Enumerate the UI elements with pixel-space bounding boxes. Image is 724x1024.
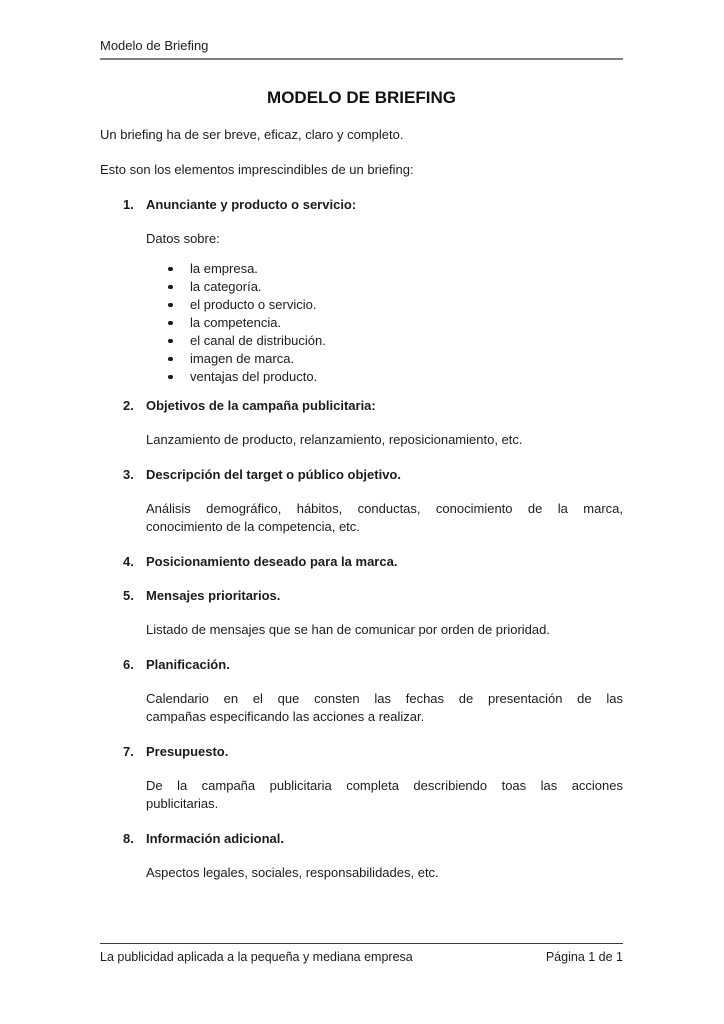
item-heading: Descripción del target o público objetivo. <box>146 467 401 482</box>
item-body-line: Análisis demográfico, hábitos, conductas, conocimiento de la marca, <box>146 501 623 516</box>
item-number: 6. <box>123 657 134 672</box>
document-body <box>100 88 623 899</box>
bullet-item: la empresa. <box>190 260 623 278</box>
item-heading: Objetivos de la campaña publicitaria: <box>146 398 376 413</box>
numbered-item-3 <box>100 466 623 536</box>
item-body-line: campañas especificando las acciones a realizar. <box>146 709 425 724</box>
item-body-line: publicitarias. <box>146 796 219 811</box>
item-heading: Mensajes prioritarios. <box>146 588 281 603</box>
item-number: 1. <box>123 197 134 212</box>
bullet-list <box>146 260 623 386</box>
numbered-item-4 <box>100 553 623 571</box>
page-footer <box>100 943 623 965</box>
item-heading: Presupuesto. <box>146 744 229 759</box>
numbered-item-2 <box>100 397 623 449</box>
running-header <box>100 38 623 60</box>
item-heading: Posicionamiento deseado para la marca. <box>146 554 398 569</box>
bullet-item: imagen de marca. <box>190 350 623 368</box>
item-body: Aspectos legales, sociales, responsabilidades, etc. <box>146 865 439 880</box>
bullet-item: el canal de distribución. <box>190 332 623 350</box>
bullet-item: el producto o servicio. <box>190 296 623 314</box>
bullet-item: ventajas del producto. <box>190 368 623 386</box>
item-body <box>146 500 623 536</box>
item-heading: Anunciante y producto o servicio: <box>146 197 357 212</box>
item-body-line: De la campaña publicitaria completa describiendo toas las acciones <box>146 778 623 793</box>
footer-page-number: Página 1 de 1 <box>545 950 623 964</box>
bullet-item: la competencia. <box>190 314 623 332</box>
numbered-item-5 <box>100 587 623 639</box>
item-body <box>146 690 623 726</box>
item-heading: Planificación. <box>146 657 230 672</box>
footer-book-title: La publicidad aplicada a la pequeña y mediana empresa <box>100 950 413 964</box>
intro-paragraph: Un briefing ha de ser breve, eficaz, claro y completo. <box>100 127 404 142</box>
item-body: Lanzamiento de producto, relanzamiento, reposicionamiento, etc. <box>146 432 523 447</box>
item-number: 3. <box>123 467 134 482</box>
item-heading: Información adicional. <box>146 831 284 846</box>
bullet-item: la categoría. <box>190 278 623 296</box>
item-body: Datos sobre: <box>146 231 220 246</box>
item-number: 5. <box>123 588 134 603</box>
item-number: 4. <box>123 554 134 569</box>
item-body-line: conocimiento de la competencia, etc. <box>146 519 360 534</box>
item-number: 8. <box>123 831 134 846</box>
running-header-title: Modelo de Briefing <box>100 38 209 53</box>
numbered-item-1 <box>100 196 623 386</box>
numbered-item-6 <box>100 656 623 726</box>
intro-paragraph: Esto son los elementos imprescindibles de un briefing: <box>100 162 414 177</box>
numbered-item-8 <box>100 830 623 882</box>
numbered-item-7 <box>100 743 623 813</box>
item-number: 7. <box>123 744 134 759</box>
item-body <box>146 777 623 813</box>
item-number: 2. <box>123 398 134 413</box>
item-body: Listado de mensajes que se han de comunicar por orden de prioridad. <box>146 622 550 637</box>
page-title: MODELO DE BRIEFING <box>267 88 456 107</box>
item-body-line: Calendario en el que consten las fechas de presentación de las <box>146 691 623 706</box>
